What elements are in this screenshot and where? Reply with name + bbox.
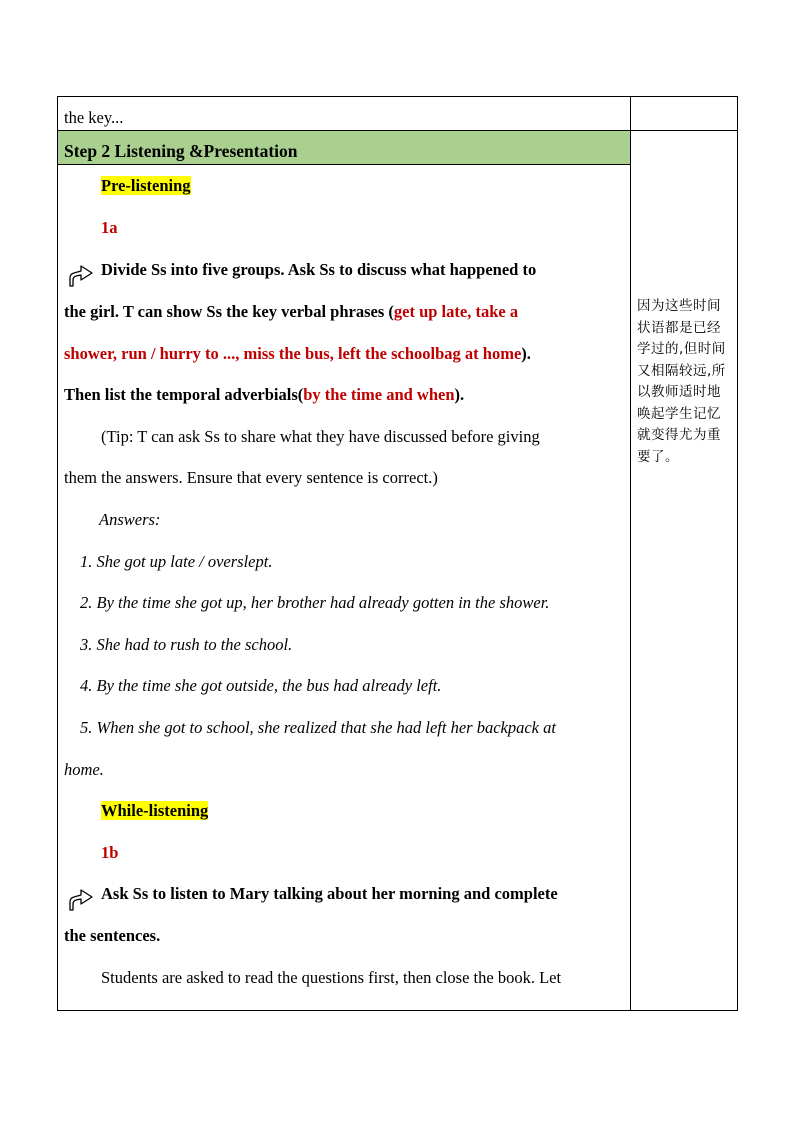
while-body-line1: Students are asked to read the questions first, then close the book. Let [101, 968, 562, 987]
answer-item-continued: home. [64, 760, 104, 779]
while-instruction-line1: Ask Ss to listen to Mary talking about her morning and complete [101, 884, 558, 903]
answer-item: 3. She had to rush to the school. [80, 635, 293, 654]
tip-line2: them the answers. Ensure that every sentence is correct.) [64, 468, 438, 487]
step-title: Step 2 Listening &Presentation [64, 141, 298, 161]
top-row-text: the key... [64, 108, 124, 127]
answer-item: 4. By the time she got outside, the bus had already left. [80, 676, 442, 695]
pointing-hand-icon [68, 262, 96, 288]
while-instruction-line2: the sentences. [64, 926, 161, 945]
column-divider [630, 96, 631, 1011]
pre-instruction-line3: shower, run / hurry to ..., miss the bus, left the schoolbag at home). [64, 344, 531, 363]
pre-instruction-line1: Divide Ss into five groups. Ask Ss to discuss what happened to [101, 260, 537, 279]
row-divider-top [57, 130, 738, 131]
pre-instruction-line2: the girl. T can show Ss the key verbal phrases (get up late, take a [64, 302, 519, 321]
side-note: 因为这些时间状语都是已经学过的,但时间又相隔较远,所以教师适时地唤起学生记忆就变得尤为重要了。 [637, 298, 726, 465]
answer-item: 5. When she got to school, she realized that she had left her backpack at [80, 718, 556, 737]
pointing-hand-icon [68, 886, 96, 912]
answers-label: Answers: [99, 510, 161, 529]
pre-listening-heading: Pre-listening [101, 176, 191, 195]
answer-item: 1. She got up late / overslept. [80, 552, 273, 571]
while-listening-heading: While-listening [101, 801, 209, 820]
tip-line1: (Tip: T can ask Ss to share what they have discussed before giving [101, 427, 540, 446]
while-listening-label: 1b [101, 843, 119, 862]
pre-instruction-line4: Then list the temporal adverbials(by the time and when). [64, 385, 465, 404]
answer-item: 2. By the time she got up, her brother had already gotten in the shower. [80, 593, 550, 612]
row-divider-step [57, 164, 631, 165]
pre-listening-label: 1a [101, 218, 118, 237]
